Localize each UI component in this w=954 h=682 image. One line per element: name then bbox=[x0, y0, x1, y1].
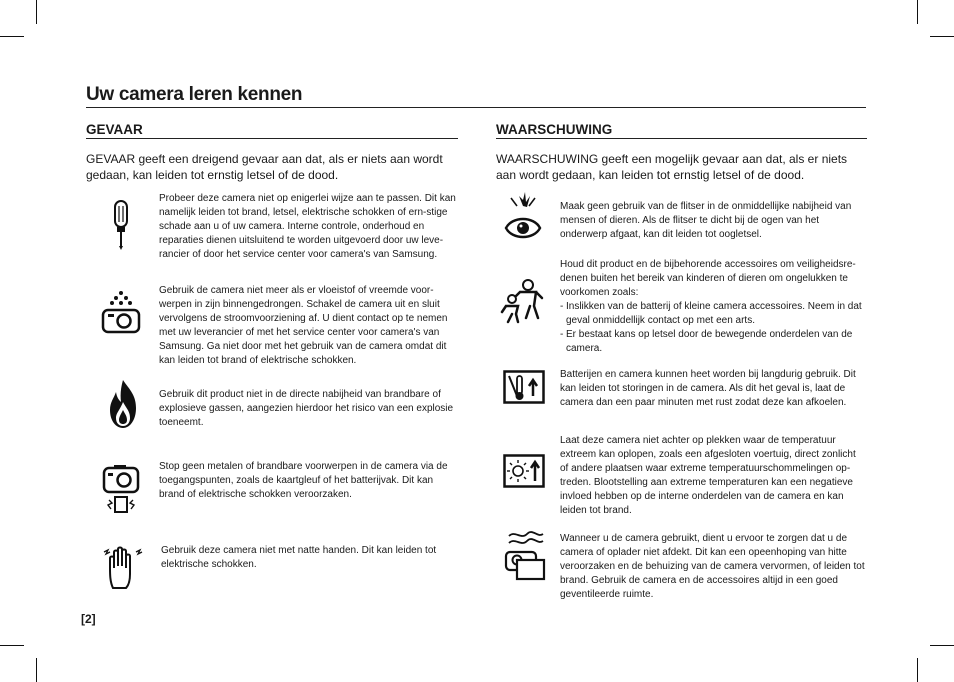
danger-item-text: Probeer deze camera niet op enigerlei wijze aan te passen. Dit kan namelijk leiden tot brand, letsel, elektrische schokken of ern-stige schade aan u of uw camera. Interne controle, onderhoud en reparaties dienen uitsluitend te worden uitgevoerd door uw leve-rancier of door het service center voor camera's van Samsung. bbox=[159, 193, 456, 260]
warning-item-text: Batterijen en camera kunnen heet worden bij langdurig gebruik. Dit kan leiden tot storingen in de camera. Als dit het geval is, laat de camera dan een paar minuten met rust zodat deze kan afkoelen. bbox=[560, 369, 856, 408]
danger-intro: GEVAAR geeft een dreigend gevaar aan dat, als er niets aan wordt gedaan, kan leiden tot ernstig letsel of de dood. bbox=[86, 152, 443, 182]
crop-mark bbox=[36, 658, 37, 682]
warning-item-body bbox=[560, 258, 866, 356]
danger-section bbox=[86, 122, 458, 183]
crop-mark bbox=[917, 658, 918, 682]
danger-item-text: Gebruik dit product niet in de directe nabijheid van brandbare of explosieve gassen, aangezien hierdoor het risico van een explosie toeneemt. bbox=[159, 389, 454, 428]
fire-icon bbox=[106, 378, 140, 430]
bullet-item: - Er bestaat kans op letsel door de bewegende onderdelen van de camera. bbox=[560, 328, 866, 356]
wet-hand-icon bbox=[102, 544, 144, 592]
warning-item-text: Wanneer u de camera gebruikt, dient u ervoor te zorgen dat u de camera of oplader niet afdekt. Dit kan een opeenhoping van hitte veroorzaken en de behuizing van de camera vervormen, of leiden tot brand. Gebruik de camera en de accessoires altijd in een goed geventileerde ruimte. bbox=[560, 533, 865, 600]
warning-item-text: Houd dit product en de bijbehorende accessoires om veiligheidsre-denen buiten het bereik van kinderen of dieren om ongelukken te voorkomen zoals: bbox=[560, 259, 856, 298]
screwdriver-icon bbox=[112, 200, 130, 250]
warning-item-text: Maak geen gebruik van de flitser in de onmiddellijke nabijheid van mensen of dieren. Als de flitser te dicht bij de ogen van het onderwerp afgaat, kan dit leiden tot oogletsel. bbox=[560, 201, 852, 240]
camera-metal-object-icon bbox=[100, 464, 142, 520]
danger-item-text: Gebruik de camera niet meer als er vloeistof of vreemde voor-werpen in zijn binnengedrongen. Schakel de camera uit en sluit vervolgens de stroomvoorziening af. U dient contact op te nemen met uw leverancier of met het service center voor camera's van Samsung. Ga niet door met het gebruik van de camera omdat dit kan leiden tot brand of elektrische schokken. bbox=[159, 285, 448, 366]
danger-item bbox=[86, 386, 460, 436]
covered-camera-heat-icon bbox=[503, 530, 547, 582]
danger-item bbox=[86, 192, 460, 272]
danger-item-text: Gebruik deze camera niet met natte handen. Dit kan leiden tot elektrische schokken. bbox=[161, 545, 437, 570]
crop-mark bbox=[930, 645, 954, 646]
danger-item-text: Stop geen metalen of brandbare voorwerpen in de camera via de toegangspunten, zoals de kaartgleuf of het batterijvak. Dit kan brand of elektrische schokken veroorzaken. bbox=[159, 461, 448, 500]
warning-section bbox=[496, 122, 867, 183]
warning-item-text: Laat deze camera niet achter op plekken waar de temperatuur extreem kan oplopen, zoals een afgesloten voertuig, direct zonlicht of andere plaatsen waar extreme temperatuurschommelingen op-treden. Blootstelling aan extreme temperaturen kan een negatieve invloed hebben op de interne onderdelen van de camera en kan leiden tot brand. bbox=[560, 435, 856, 516]
danger-item bbox=[86, 284, 460, 372]
crop-mark bbox=[0, 36, 24, 37]
warning-heading: WAARSCHUWING bbox=[496, 122, 867, 139]
crop-mark bbox=[930, 36, 954, 37]
flash-eye-icon bbox=[502, 192, 544, 244]
danger-heading: GEVAAR bbox=[86, 122, 458, 139]
camera-liquid-icon bbox=[100, 290, 142, 334]
crop-mark bbox=[36, 0, 37, 24]
page-number: [2] bbox=[81, 612, 96, 626]
temperature-sun-icon bbox=[503, 454, 545, 488]
warning-item bbox=[496, 368, 868, 418]
page-title: Uw camera leren kennen bbox=[86, 84, 866, 108]
warning-item bbox=[496, 198, 868, 248]
warning-item bbox=[496, 434, 868, 524]
warning-item bbox=[496, 532, 868, 606]
heat-icon bbox=[503, 370, 545, 404]
bullet-item: - Inslikken van de batterij of kleine camera accessoires. Neem in dat geval onmiddellijk contact op met een arts. bbox=[560, 300, 866, 328]
bullet-list bbox=[560, 300, 866, 356]
danger-item bbox=[86, 460, 460, 520]
crop-mark bbox=[0, 645, 24, 646]
warning-item bbox=[496, 258, 868, 358]
children-icon bbox=[500, 278, 546, 324]
danger-item bbox=[86, 542, 460, 592]
crop-mark bbox=[917, 0, 918, 24]
warning-intro: WAARSCHUWING geeft een mogelijk gevaar aan dat, als er niets aan wordt gedaan, kan leiden tot ernstig letsel of de dood. bbox=[496, 152, 848, 182]
